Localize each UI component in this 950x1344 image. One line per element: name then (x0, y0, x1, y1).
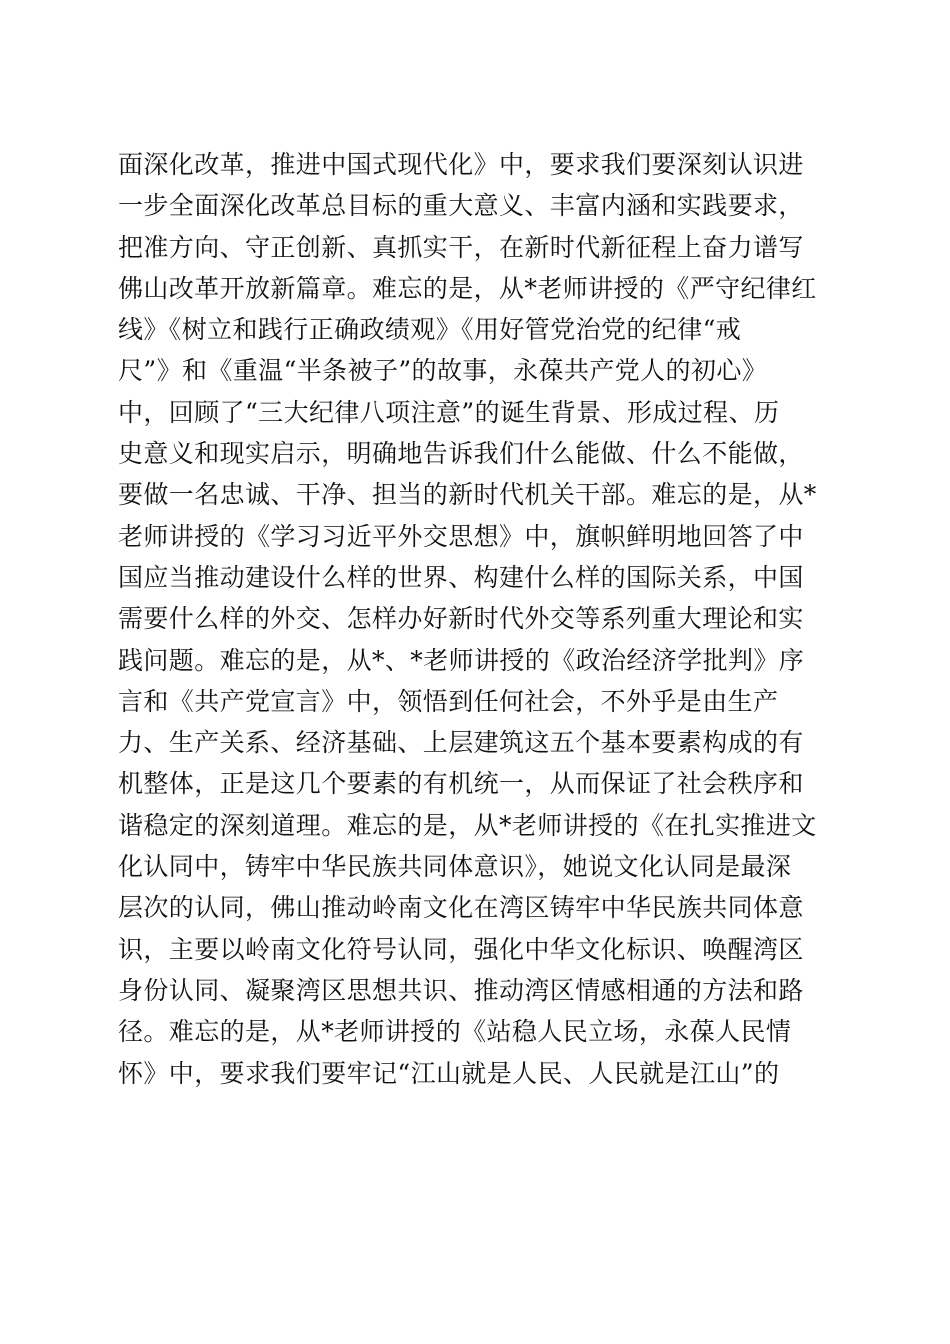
text-line: 佛山改革开放新篇章。难忘的是，从*老师讲授的《严守纪律红 (118, 273, 817, 303)
text-line: 把准方向、守正创新、真抓实干，在新时代新征程上奋力谱写 (118, 232, 804, 262)
text-line: 中，回顾了“三大纪律八项注意”的诞生背景、形成过程、历 (118, 397, 780, 427)
text-line: 尺”》和《重温“半条被子”的故事，永葆共产党人的初心》 (118, 356, 768, 386)
text-line: 怀》中，要求我们要牢记“江山就是人民、人民就是江山”的 (118, 1058, 780, 1088)
text-line: 国应当推动建设什么样的世界、构建什么样的国际关系，中国 (118, 562, 804, 592)
text-line: 老师讲授的《学习习近平外交思想》中，旗帜鲜明地回答了中 (118, 521, 804, 551)
text-line: 面深化改革，推进中国式现代化》中，要求我们要深刻认识进 (118, 150, 804, 179)
text-line: 机整体，正是这几个要素的有机统一，从而保证了社会秩序和 (118, 769, 804, 799)
text-line: 一步全面深化改革总目标的重大意义、丰富内涵和实践要求， (118, 191, 804, 221)
text-line: 化认同中，铸牢中华民族共同体意识》，她说文化认同是最深 (118, 852, 792, 882)
text-line: 径。难忘的是，从*老师讲授的《站稳人民立场，永葆人民情 (118, 1017, 792, 1047)
text-line: 要做一名忠诚、干净、担当的新时代机关干部。难忘的是，从* (118, 480, 817, 510)
text-line: 言和《共产党宣言》中，领悟到任何社会，不外乎是由生产 (118, 686, 779, 716)
text-line: 需要什么样的外交、怎样办好新时代外交等系列重大理论和实 (118, 604, 804, 634)
text-line: 践问题。难忘的是，从*、*老师讲授的《政治经济学批判》序 (118, 645, 805, 675)
text-line: 史意义和现实启示，明确地告诉我们什么能做、什么不能做， (118, 439, 804, 469)
text-line: 谐稳定的深刻道理。难忘的是，从*老师讲授的《在扎实推进文 (118, 810, 817, 840)
text-line: 力、生产关系、经济基础、上层建筑这五个基本要素构成的有 (118, 728, 804, 758)
text-line: 线》《树立和践行正确政绩观》《用好管党治党的纪律“戒 (118, 315, 742, 345)
text-line: 身份认同、凝聚湾区思想共识、推动湾区情感相通的方法和路 (118, 975, 804, 1005)
body-paragraph (118, 144, 838, 1094)
text-line: 识，主要以岭南文化符号认同，强化中华文化标识、唤醒湾区 (118, 934, 804, 964)
text-line: 层次的认同，佛山推动岭南文化在湾区铸牢中华民族共同体意 (118, 893, 804, 923)
